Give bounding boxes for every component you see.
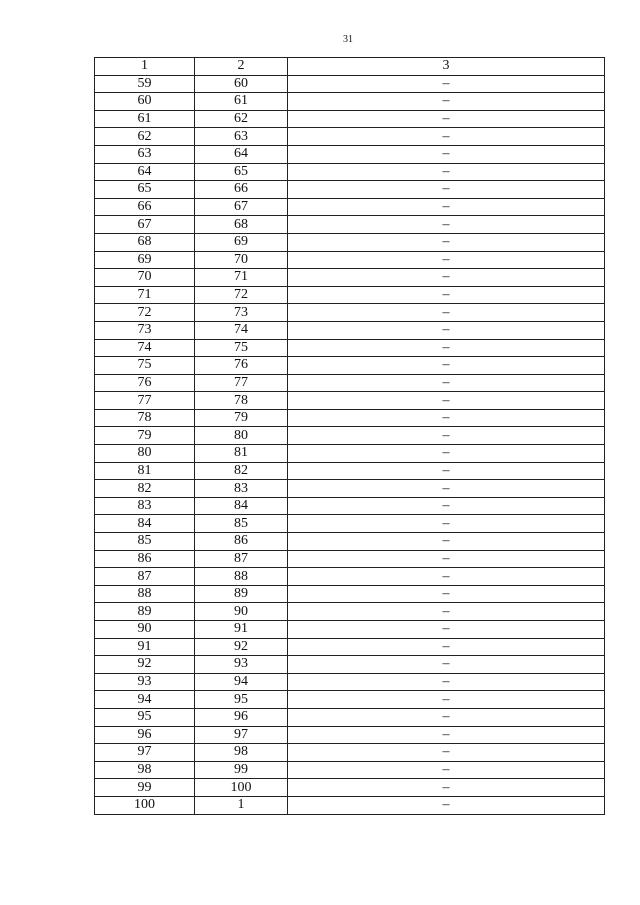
table-cell: – <box>288 409 605 427</box>
table-cell: – <box>288 550 605 568</box>
table-row <box>95 497 605 515</box>
table-cell: 70 <box>195 251 288 269</box>
table-cell: 85 <box>195 515 288 533</box>
table-row <box>95 796 605 814</box>
table-cell: – <box>288 497 605 515</box>
table-cell: 65 <box>195 163 288 181</box>
table-cell: 94 <box>195 673 288 691</box>
table-cell: 77 <box>195 374 288 392</box>
table-cell: – <box>288 304 605 322</box>
table-cell: – <box>288 656 605 674</box>
table-cell: 93 <box>195 656 288 674</box>
table-row <box>95 198 605 216</box>
table-row <box>95 181 605 199</box>
table-cell: – <box>288 779 605 797</box>
table-cell: 61 <box>195 93 288 111</box>
table-cell: 82 <box>95 480 195 498</box>
table-cell: 76 <box>95 374 195 392</box>
table-cell: – <box>288 216 605 234</box>
table-row <box>95 603 605 621</box>
table-cell: 67 <box>195 198 288 216</box>
table-cell: – <box>288 445 605 463</box>
table-header-row <box>95 58 605 76</box>
table-row <box>95 533 605 551</box>
table-row <box>95 409 605 427</box>
table-row <box>95 462 605 480</box>
table-cell: – <box>288 744 605 762</box>
table-cell: 84 <box>95 515 195 533</box>
table-cell: 91 <box>95 638 195 656</box>
table-cell: 78 <box>95 409 195 427</box>
table-cell: 75 <box>95 357 195 375</box>
table-cell: 63 <box>95 145 195 163</box>
table-cell: 87 <box>195 550 288 568</box>
table-cell: – <box>288 75 605 93</box>
table-cell: 66 <box>95 198 195 216</box>
column-header-1: 1 <box>95 58 195 76</box>
table-cell: 62 <box>195 110 288 128</box>
table-cell: 69 <box>95 251 195 269</box>
table-cell: 90 <box>95 621 195 639</box>
table-row <box>95 480 605 498</box>
table-cell: 72 <box>195 286 288 304</box>
table-row <box>95 339 605 357</box>
table-cell: 77 <box>95 392 195 410</box>
table-cell: – <box>288 638 605 656</box>
table-row <box>95 621 605 639</box>
table-row <box>95 163 605 181</box>
table-cell: – <box>288 726 605 744</box>
table-row <box>95 321 605 339</box>
table-cell: 71 <box>195 269 288 287</box>
table-cell: 83 <box>195 480 288 498</box>
table-cell: 95 <box>195 691 288 709</box>
table-cell: 63 <box>195 128 288 146</box>
table-cell: – <box>288 673 605 691</box>
table-row <box>95 216 605 234</box>
table-cell: 91 <box>195 621 288 639</box>
table-cell: 89 <box>195 585 288 603</box>
table-cell: 98 <box>95 761 195 779</box>
table-row <box>95 550 605 568</box>
table-cell: – <box>288 145 605 163</box>
table-row <box>95 145 605 163</box>
table-cell: – <box>288 163 605 181</box>
table-body <box>95 75 605 814</box>
table-row <box>95 445 605 463</box>
table-row <box>95 233 605 251</box>
table-cell: – <box>288 128 605 146</box>
table-cell: 97 <box>195 726 288 744</box>
table-cell: – <box>288 568 605 586</box>
table-row <box>95 691 605 709</box>
table-cell: 99 <box>195 761 288 779</box>
table-cell: – <box>288 427 605 445</box>
table-cell: 79 <box>95 427 195 445</box>
table-cell: 96 <box>95 726 195 744</box>
table-cell: 94 <box>95 691 195 709</box>
table-cell: 76 <box>195 357 288 375</box>
table-row <box>95 93 605 111</box>
table-cell: 98 <box>195 744 288 762</box>
table-cell: 59 <box>95 75 195 93</box>
table-cell: – <box>288 181 605 199</box>
table-row <box>95 585 605 603</box>
table-cell: – <box>288 585 605 603</box>
table-row <box>95 708 605 726</box>
table-cell: 61 <box>95 110 195 128</box>
table-cell: 74 <box>95 339 195 357</box>
table-cell: – <box>288 621 605 639</box>
table-cell: 99 <box>95 779 195 797</box>
table-cell: 69 <box>195 233 288 251</box>
table-cell: – <box>288 603 605 621</box>
table-cell: 81 <box>195 445 288 463</box>
table-cell: 67 <box>95 216 195 234</box>
table-cell: 79 <box>195 409 288 427</box>
table-row <box>95 638 605 656</box>
table-cell: 100 <box>95 796 195 814</box>
table-row <box>95 110 605 128</box>
table-cell: 83 <box>95 497 195 515</box>
table-cell: 86 <box>95 550 195 568</box>
column-header-3: 3 <box>288 58 605 76</box>
table-cell: – <box>288 708 605 726</box>
table-cell: 88 <box>195 568 288 586</box>
table-cell: 78 <box>195 392 288 410</box>
table-cell: 73 <box>95 321 195 339</box>
table-cell: 89 <box>95 603 195 621</box>
table-cell: 81 <box>95 462 195 480</box>
table-cell: 72 <box>95 304 195 322</box>
table-cell: 68 <box>195 216 288 234</box>
table-row <box>95 515 605 533</box>
table-cell: – <box>288 533 605 551</box>
table-row <box>95 251 605 269</box>
table-row <box>95 75 605 93</box>
table-cell: 80 <box>95 445 195 463</box>
table-cell: – <box>288 691 605 709</box>
table-cell: 97 <box>95 744 195 762</box>
table-cell: – <box>288 374 605 392</box>
table-cell: 92 <box>195 638 288 656</box>
table-cell: 68 <box>95 233 195 251</box>
table-cell: – <box>288 233 605 251</box>
table-cell: 70 <box>95 269 195 287</box>
table-cell: 96 <box>195 708 288 726</box>
table-cell: 90 <box>195 603 288 621</box>
table-cell: – <box>288 321 605 339</box>
table-cell: 87 <box>95 568 195 586</box>
table-row <box>95 357 605 375</box>
table-row <box>95 286 605 304</box>
table-cell: 100 <box>195 779 288 797</box>
table-cell: 84 <box>195 497 288 515</box>
table-cell: – <box>288 357 605 375</box>
table-cell: 85 <box>95 533 195 551</box>
table-cell: 80 <box>195 427 288 445</box>
table-row <box>95 269 605 287</box>
table-cell: 86 <box>195 533 288 551</box>
table-cell: 74 <box>195 321 288 339</box>
table-cell: 1 <box>195 796 288 814</box>
table-row <box>95 304 605 322</box>
table-cell: 64 <box>95 163 195 181</box>
table-cell: – <box>288 251 605 269</box>
table-cell: 95 <box>95 708 195 726</box>
table-cell: 88 <box>95 585 195 603</box>
table-cell: 71 <box>95 286 195 304</box>
table-row <box>95 673 605 691</box>
table-row <box>95 726 605 744</box>
table-cell: – <box>288 110 605 128</box>
table-cell: 93 <box>95 673 195 691</box>
table-cell: – <box>288 392 605 410</box>
table-cell: 73 <box>195 304 288 322</box>
table-cell: – <box>288 286 605 304</box>
table-cell: 60 <box>195 75 288 93</box>
table-cell: 82 <box>195 462 288 480</box>
table-row <box>95 128 605 146</box>
column-header-2: 2 <box>195 58 288 76</box>
table-cell: 62 <box>95 128 195 146</box>
data-table <box>94 57 605 815</box>
table-row <box>95 392 605 410</box>
table-row <box>95 656 605 674</box>
table-cell: – <box>288 93 605 111</box>
table-cell: – <box>288 761 605 779</box>
table-cell: 60 <box>95 93 195 111</box>
table-cell: 64 <box>195 145 288 163</box>
table-cell: – <box>288 480 605 498</box>
table-row <box>95 744 605 762</box>
table-cell: – <box>288 462 605 480</box>
table-row <box>95 779 605 797</box>
table-row <box>95 374 605 392</box>
table-row <box>95 568 605 586</box>
table-cell: 65 <box>95 181 195 199</box>
table-cell: – <box>288 515 605 533</box>
table-row <box>95 427 605 445</box>
table-cell: – <box>288 198 605 216</box>
table-cell: – <box>288 339 605 357</box>
table-row <box>95 761 605 779</box>
table-cell: 75 <box>195 339 288 357</box>
table-cell: 66 <box>195 181 288 199</box>
page-number: 31 <box>343 34 353 45</box>
table-cell: – <box>288 796 605 814</box>
table-cell: 92 <box>95 656 195 674</box>
table-cell: – <box>288 269 605 287</box>
